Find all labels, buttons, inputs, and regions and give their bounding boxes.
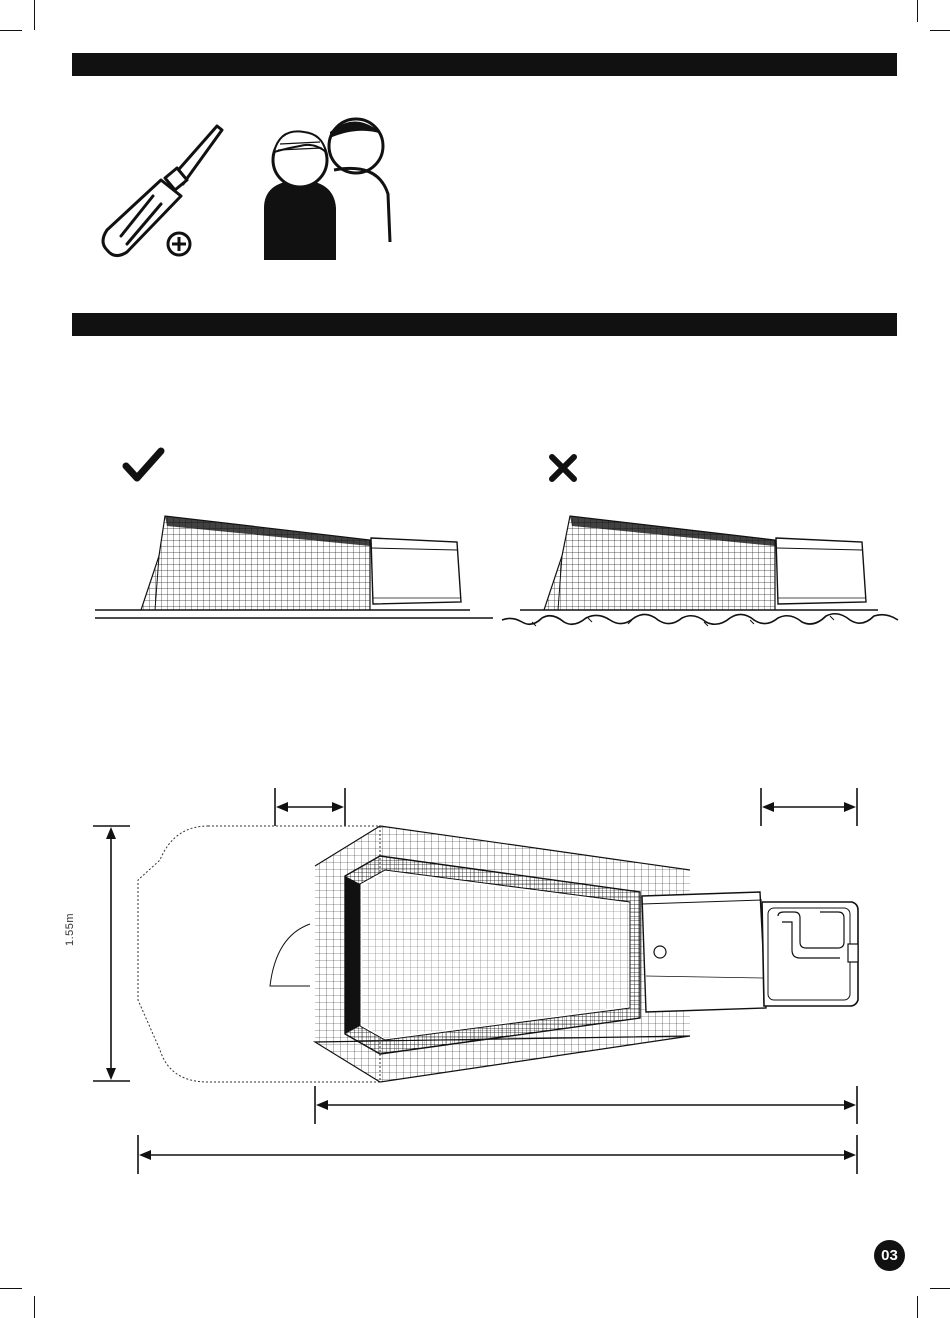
coop-plan-view bbox=[130, 820, 865, 1090]
width-dimension-label: 1.55m bbox=[64, 912, 76, 946]
page-number-badge: 03 bbox=[874, 1240, 905, 1271]
